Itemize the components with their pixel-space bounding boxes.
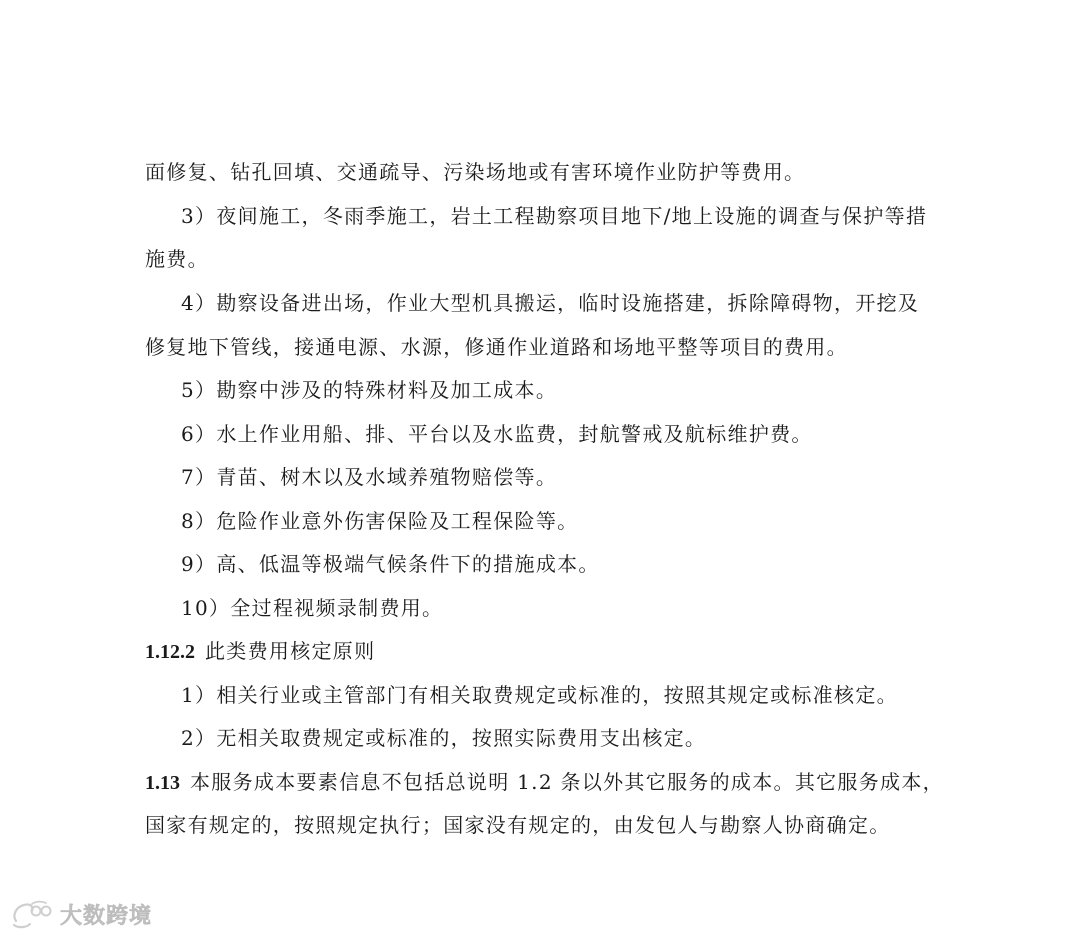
section-number: 1.12.2: [145, 641, 195, 663]
section-paragraph-1-13-line-2: 国家有规定的，按照规定执行；国家没有规定的，由发包人与勘察人协商确定。: [145, 813, 891, 837]
list-item-5: 5）勘察中涉及的特殊材料及加工成本。: [181, 378, 558, 402]
list-item-3-line-2: 施费。: [145, 247, 209, 271]
list-item-9: 9）高、低温等极端气候条件下的措施成本。: [181, 552, 600, 576]
section-number: 1.13: [145, 772, 180, 794]
list-item-10: 10）全过程视频录制费用。: [181, 596, 444, 620]
list-item-3-line-1: 3）夜间施工，冬雨季施工，岩土工程勘察项目地下/地上设施的调查与保护等措: [181, 204, 928, 228]
section-paragraph-1-13-line-1: [145, 768, 944, 797]
principle-item-2: 2）无相关取费规定或标准的，按照实际费用支出核定。: [181, 726, 707, 750]
list-item-4-line-2: 修复地下管线，接通电源、水源，修通作业道路和场地平整等项目的费用。: [145, 335, 848, 359]
section-title: 此类费用核定原则: [205, 639, 376, 663]
principle-item-1: 1）相关行业或主管部门有相关取费规定或标准的，按照其规定或标准核定。: [181, 683, 898, 707]
list-item-8: 8）危险作业意外伤害保险及工程保险等。: [181, 509, 579, 533]
watermark: [10, 897, 152, 931]
section-heading-1-12-2: [145, 637, 375, 666]
list-item-4-line-1: 4）勘察设备进出场，作业大型机具搬运，临时设施搭建，拆除障碍物，开挖及: [181, 291, 920, 315]
section-text: 本服务成本要素信息不包括总说明 1.2 条以外其它服务的成本。其它服务成本，: [190, 770, 944, 794]
text-line-1: 面修复、钻孔回填、交通疏导、污染场地或有害环境作业防护等费用。: [145, 160, 806, 184]
list-item-7: 7）青苗、树木以及水域养殖物赔偿等。: [181, 465, 558, 489]
watermark-text: 大数跨境: [60, 903, 153, 929]
list-item-6: 6）水上作业用船、排、平台以及水监费，封航警戒及航标维护费。: [181, 422, 813, 446]
weibo-style-logo-icon: [10, 899, 54, 929]
